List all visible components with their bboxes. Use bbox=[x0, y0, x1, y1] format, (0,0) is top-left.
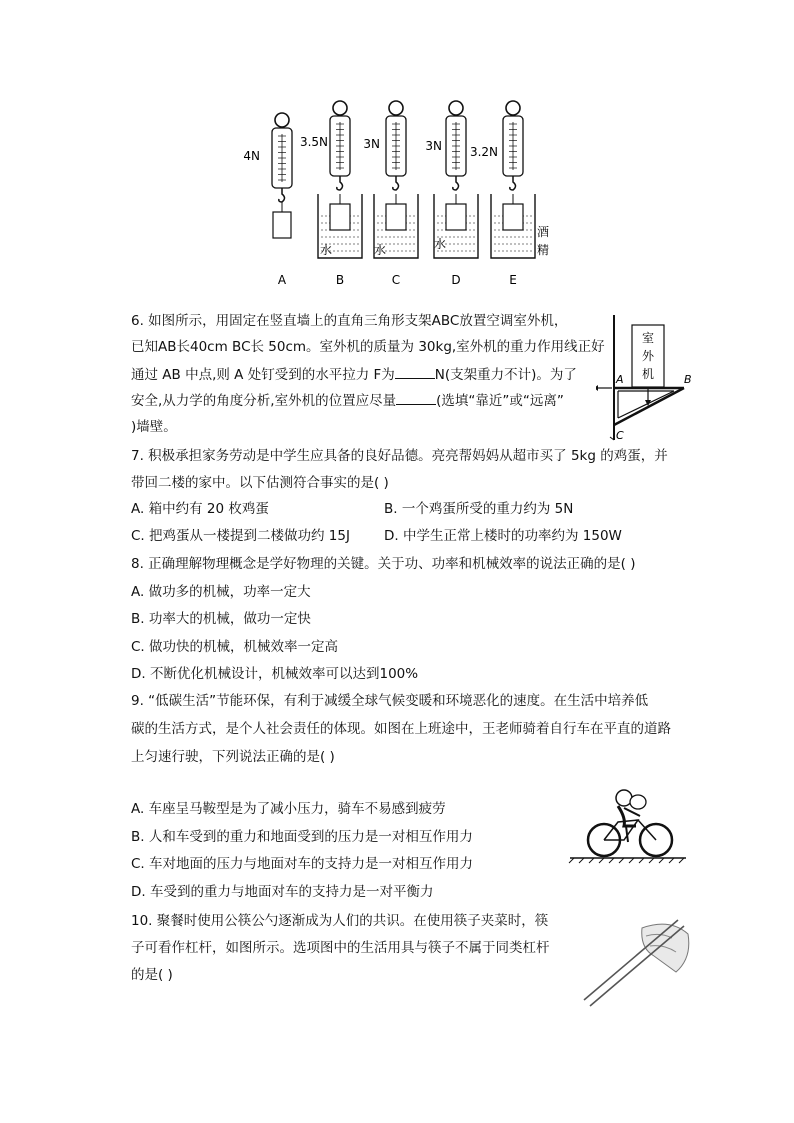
scale-hook bbox=[510, 176, 516, 190]
q9-line2: 碳的生活方式，是个人社会责任的体现。如图在上班途中，王老师骑着自行车在平直的道路 bbox=[131, 721, 671, 737]
q8-line1: 8. 正确理解物理概念是学好物理的关键。关于功、功率和机械效率的说法正确的是( ) bbox=[131, 556, 636, 572]
liquid-label: 酒 bbox=[537, 225, 550, 239]
q7-line2: 带回二楼的家中。以下估测符合事实的是( ) bbox=[131, 475, 389, 491]
scale-ring bbox=[389, 101, 403, 115]
fig-label-C: C bbox=[616, 429, 624, 442]
q9-option-b: B. 人和车受到的重力和地面受到的压力是一对相互作用力 bbox=[131, 829, 473, 845]
answer-blank-2[interactable] bbox=[396, 390, 436, 405]
chopsticks-figure bbox=[580, 918, 692, 1008]
liquid-label: 水 bbox=[374, 243, 387, 257]
option-label: E bbox=[509, 273, 517, 287]
object-block bbox=[330, 204, 350, 230]
q10-line2: 子可看作杠杆，如图所示。选项图中的生活用具与筷子不属于同类杠杆 bbox=[131, 940, 550, 956]
liquid-label: 水 bbox=[434, 237, 447, 251]
scale-ring bbox=[449, 101, 463, 115]
fig-label-B: B bbox=[684, 373, 692, 386]
object-block bbox=[273, 212, 291, 238]
q7-line1: 7. 积极承担家务劳动是中学生应具备的良好品德。亮亮帮妈妈从超市买了 5kg 的鸡蛋，并 bbox=[131, 448, 668, 464]
scale-hook bbox=[453, 176, 459, 190]
scale-hook bbox=[279, 188, 285, 202]
q6-line4 bbox=[131, 390, 564, 411]
q6-line3-text: 通过 AB 中点,则 A 处钉受到的水平拉力 F为 bbox=[131, 367, 395, 383]
fig-box-char2: 外 bbox=[641, 349, 655, 363]
q9-option-c: C. 车对地面的压力与地面对车的支持力是一对相互作用力 bbox=[131, 856, 474, 872]
q8-option-c: C. 做功快的机械，机械效率一定高 bbox=[131, 639, 339, 655]
q6-line2: 已知AB长40cm BC长 50cm。室外机的质量为 30kg,室外机的重力作用线正好 bbox=[131, 339, 605, 355]
scale-ring bbox=[506, 101, 520, 115]
q10-line3: 的是( ) bbox=[131, 967, 173, 983]
scale-hook bbox=[337, 176, 343, 190]
q10-line1: 10. 聚餐时使用公筷公勺逐渐成为人们的共识。在使用筷子夹菜时，筷 bbox=[131, 913, 549, 929]
q8-option-d: D. 不断优化机械设计，机械效率可以达到100% bbox=[131, 666, 419, 682]
scale-ring bbox=[275, 113, 289, 127]
fig-box-char3: 机 bbox=[641, 367, 655, 381]
cyclist-figure bbox=[566, 782, 690, 864]
option-label: D bbox=[451, 273, 461, 287]
q8-option-b: B. 功率大的机械，做功一定快 bbox=[131, 611, 311, 627]
scale-reading: 3.5N bbox=[299, 135, 328, 149]
scale-ring bbox=[333, 101, 347, 115]
q6-line4-tail: (选填“靠近”或“远离” bbox=[436, 393, 564, 409]
liquid-label: 水 bbox=[320, 243, 333, 257]
scale-reading: 3N bbox=[363, 137, 380, 151]
q6-line1: 6. 如图所示，用固定在竖直墙上的直角三角形支架ABC放置空调室外机， bbox=[131, 313, 568, 329]
q9-option-d: D. 车受到的重力与地面对车的支持力是一对平衡力 bbox=[131, 884, 434, 900]
object-block bbox=[446, 204, 466, 230]
q7-option-c: C. 把鸡蛋从一楼提到二楼做功约 15J bbox=[131, 528, 350, 544]
q7-option-d: D. 中学生正常上楼时的功率约为 150W bbox=[384, 528, 622, 544]
q7-option-b: B. 一个鸡蛋所受的重力约为 5N bbox=[384, 501, 574, 517]
scale-reading: 3N bbox=[425, 139, 442, 153]
scale-hook bbox=[393, 176, 399, 190]
q9-line3: 上匀速行驶，下列说法正确的是( ) bbox=[131, 749, 335, 765]
scale-reading: 4N bbox=[243, 149, 260, 163]
bracket-figure bbox=[596, 315, 700, 443]
scale-reading: 3.2N bbox=[469, 145, 498, 159]
option-label: C bbox=[391, 273, 401, 287]
q9-line1: 9. “低碳生活”节能环保，有利于减缓全球气候变暖和环境恶化的速度。在生活中培养低 bbox=[131, 693, 649, 709]
q6-line4-text: 安全,从力学的角度分析,室外机的位置应尽量 bbox=[131, 393, 397, 409]
object-block bbox=[503, 204, 523, 230]
object-block bbox=[386, 204, 406, 230]
q8-option-a: A. 做功多的机械，功率一定大 bbox=[131, 584, 311, 600]
q6-line3-tail: N(支架重力不计)。为了 bbox=[434, 367, 577, 383]
liquid-label: 精 bbox=[537, 243, 550, 257]
answer-blank-1[interactable] bbox=[395, 364, 435, 379]
q7-option-a: A. 箱中约有 20 枚鸡蛋 bbox=[131, 501, 269, 517]
q6-line5: )墙壁。 bbox=[131, 419, 177, 435]
fig-label-A: A bbox=[616, 373, 624, 386]
option-label: A bbox=[277, 273, 287, 287]
fig-box-char1: 室 bbox=[641, 331, 655, 345]
q9-option-a: A. 车座呈马鞍型是为了减小压力，骑车不易感到疲劳 bbox=[131, 801, 446, 817]
spring-scale-figure bbox=[230, 98, 570, 293]
option-label: B bbox=[335, 273, 345, 287]
q6-line3 bbox=[131, 364, 577, 385]
